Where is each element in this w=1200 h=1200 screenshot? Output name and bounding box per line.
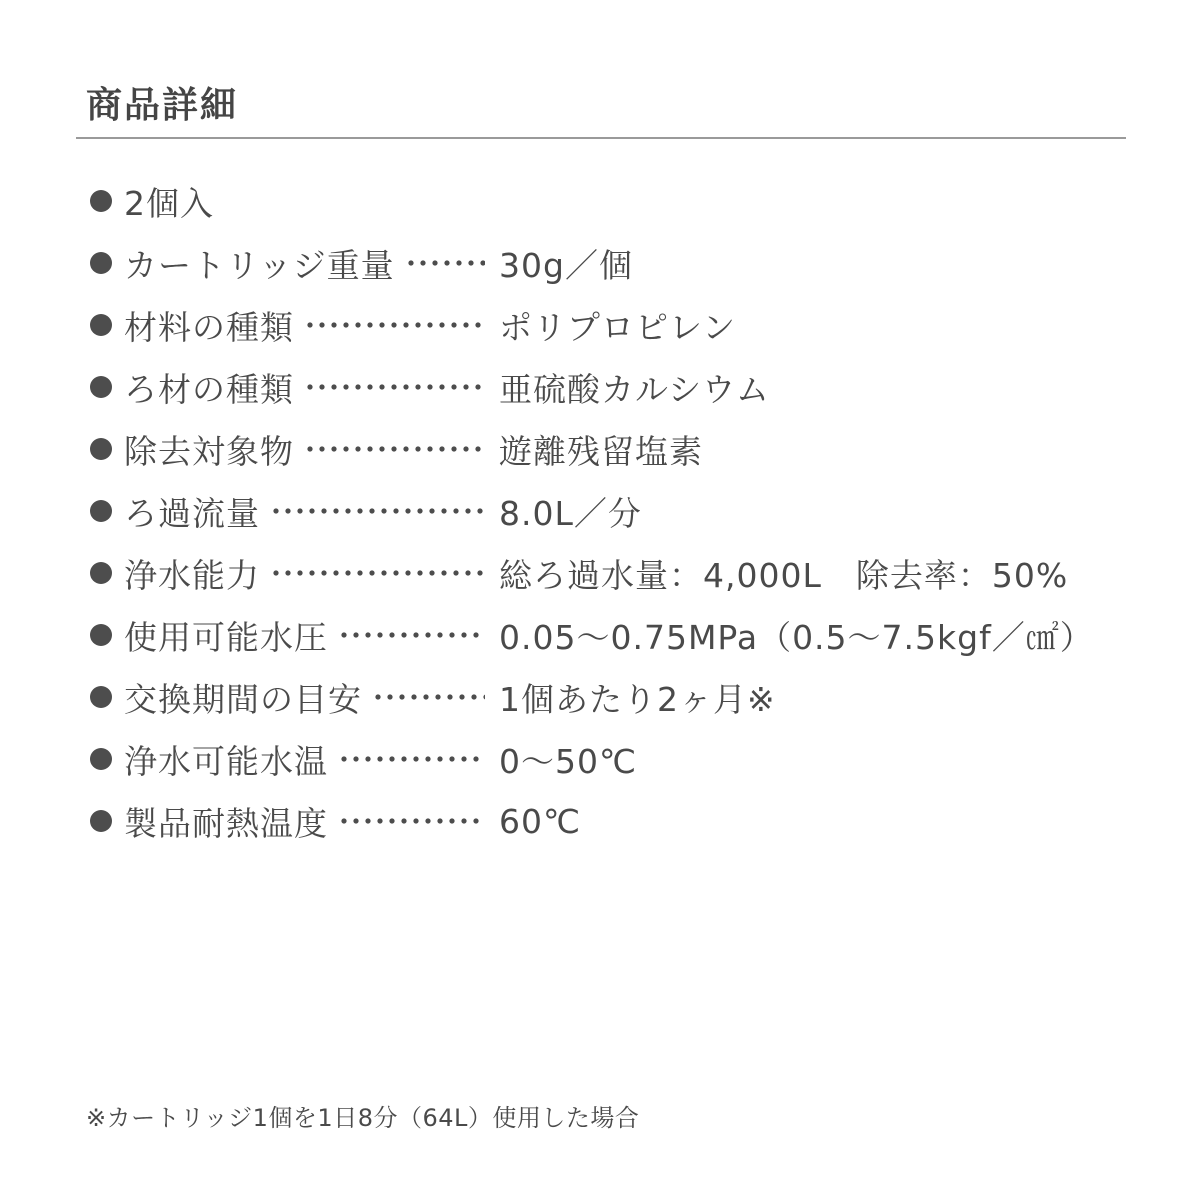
dot-leader [270, 508, 485, 514]
dot-leader [304, 322, 485, 328]
spec-item-quantity [90, 170, 1170, 232]
spec-value: 30g／個 [499, 245, 633, 285]
dot-leader [338, 818, 485, 824]
bullet-icon [90, 438, 112, 460]
spec-label: 使用可能水圧 [124, 617, 328, 657]
spec-item-replacement-period [90, 666, 1170, 728]
spec-value: 遊離残留塩素 [499, 431, 703, 471]
footnote: ※カートリッジ1個を1日8分（64L）使用した場合 [86, 1104, 640, 1132]
spec-item-water-pressure [90, 604, 1170, 666]
dot-leader [372, 694, 485, 700]
spec-value: 亜硫酸カルシウム [499, 369, 770, 409]
dot-leader [270, 570, 485, 576]
bullet-icon [90, 376, 112, 398]
spec-item-purification-capacity [90, 542, 1170, 604]
spec-label: 製品耐熱温度 [124, 803, 328, 843]
dot-leader [405, 260, 485, 266]
page-title: 商品詳細 [86, 85, 239, 126]
spec-value: 0.05〜0.75MPa（0.5〜7.5kgf／㎠） [499, 617, 1094, 657]
spec-item-water-temperature [90, 728, 1170, 790]
spec-item-heat-resistance [90, 790, 1170, 852]
bullet-icon [90, 314, 112, 336]
bullet-icon [90, 810, 112, 832]
bullet-icon [90, 624, 112, 646]
spec-label: 材料の種類 [124, 307, 294, 347]
spec-item-filter-media [90, 356, 1170, 418]
spec-label: カートリッジ重量 [124, 245, 395, 285]
dot-leader [338, 632, 485, 638]
spec-item-cartridge-weight [90, 232, 1170, 294]
spec-label: ろ材の種類 [124, 369, 294, 409]
spec-label: ろ過流量 [124, 493, 260, 533]
spec-list [90, 170, 1170, 852]
dot-leader [338, 756, 485, 762]
spec-value: 8.0L／分 [499, 493, 642, 533]
dot-leader [304, 446, 485, 452]
spec-value: 総ろ過水量：4,000L 除去率：50% [499, 555, 1069, 595]
spec-value: 60℃ [499, 801, 582, 841]
bullet-icon [90, 252, 112, 274]
spec-label: 2個入 [124, 183, 214, 223]
spec-label: 浄水可能水温 [124, 741, 328, 781]
spec-value: 0〜50℃ [499, 741, 638, 781]
bullet-icon [90, 500, 112, 522]
bullet-icon [90, 748, 112, 770]
title-divider [76, 137, 1126, 139]
spec-label: 交換期間の目安 [124, 679, 362, 719]
spec-item-flow-rate [90, 480, 1170, 542]
spec-item-material [90, 294, 1170, 356]
spec-item-removal-target [90, 418, 1170, 480]
bullet-icon [90, 686, 112, 708]
spec-value: ポリプロピレン [499, 307, 737, 347]
spec-value: 1個あたり2ヶ月※ [499, 679, 776, 719]
bullet-icon [90, 562, 112, 584]
dot-leader [304, 384, 485, 390]
spec-label: 浄水能力 [124, 555, 260, 595]
bullet-icon [90, 190, 112, 212]
spec-label: 除去対象物 [124, 431, 294, 471]
